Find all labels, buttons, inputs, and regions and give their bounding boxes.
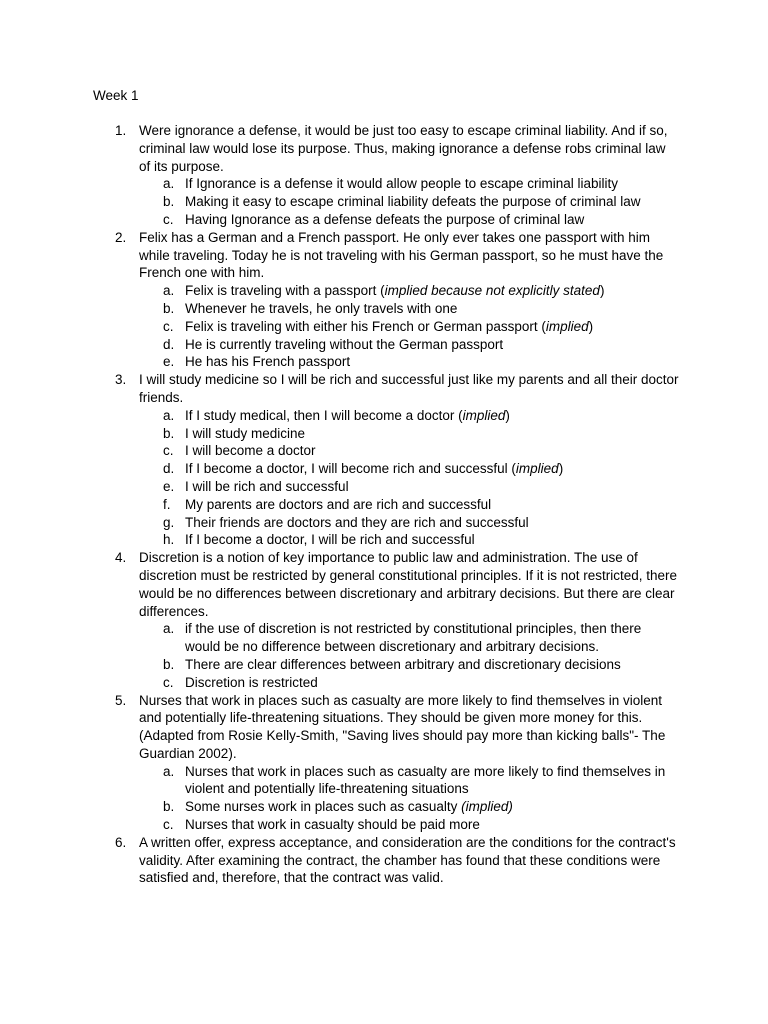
question-item [0,229,768,371]
premise-main-text: Felix is traveling with a passport ( [185,283,385,299]
premise-list [0,620,768,691]
premise-item [0,674,768,692]
premise-text [185,798,679,816]
premise-closing-text: ) [599,283,605,299]
premise-main-text: If I become a doctor, I will become rich and successful ( [185,461,516,477]
premise-text [185,674,679,692]
premise-letter: a. [163,763,175,779]
premise-main-text: I will become a doctor [185,443,316,459]
premise-item [0,620,768,656]
premise-note: implied [545,318,589,334]
premise-text [185,816,679,834]
premise-main-text: Whenever he travels, he only travels with one [185,300,458,316]
premise-text [185,478,679,496]
question-number: 5. [115,692,127,708]
premise-main-text: Felix is traveling with either his French or German passport ( [185,318,546,334]
premise-text [185,460,679,478]
premise-text [185,193,679,211]
question-item [0,834,768,887]
premise-item [0,211,768,229]
premise-item [0,763,768,799]
premise-main-text: Their friends are doctors and they are rich and successful [185,514,529,530]
premise-main-text: Nurses that work in places such as casualty are more likely to find themselves in violent and potentially life-threatening situations [185,763,666,797]
premise-main-text: I will be rich and successful [185,478,349,494]
premise-item [0,460,768,478]
premise-item [0,425,768,443]
premise-main-text: My parents are doctors and are rich and successful [185,496,492,512]
premise-item [0,318,768,336]
document-title: Week 1 [93,88,139,103]
premise-letter: c. [163,443,174,459]
premise-item [0,478,768,496]
premise-text [185,620,679,656]
premise-item [0,175,768,193]
premise-text [185,425,679,443]
question-text: Discretion is a notion of key importance to public law and administration. The use of discretion must be restricted by general constitutional principles. If it is not restricted, there would be no differences between discretionary and arbitrary decisions. But there are clear differences. [139,550,677,619]
premise-note: implied [462,407,506,423]
premise-text [185,514,679,532]
premise-letter: a. [163,407,175,423]
premise-text [185,353,679,371]
premise-text [185,763,679,799]
premise-item [0,300,768,318]
premise-item [0,336,768,354]
question-number: 4. [115,550,127,566]
question-item [0,692,768,834]
premise-item [0,407,768,425]
premise-letter: e. [163,354,175,370]
question-number: 1. [115,123,127,138]
premise-main-text: He is currently traveling without the German passport [185,336,504,352]
premise-text [185,336,679,354]
premise-note: (implied) [461,799,513,815]
premise-item [0,816,768,834]
premise-letter: b. [163,300,175,316]
question-text: Felix has a German and a French passport. He only ever takes one passport with him while traveling. Today he is not traveling with his German passport, so he must have the French one with him. [139,229,664,281]
premise-item [0,531,768,549]
premise-item [0,193,768,211]
premise-item [0,282,768,300]
premise-text [185,442,679,460]
premise-main-text: I will study medicine [185,425,306,441]
premise-text [185,407,679,425]
premise-text [185,656,679,674]
premise-main-text: Some nurses work in places such as casualty [185,799,462,815]
question-text: Were ignorance a defense, it would be just too easy to escape criminal liability. And if so, criminal law would lose its purpose. Thus, making ignorance a defense robs criminal law of its purpose. [139,123,668,174]
question-item [0,549,768,691]
premise-item [0,798,768,816]
premise-letter: b. [163,799,175,815]
premise-main-text: He has his French passport [185,354,351,370]
premise-list [0,407,768,549]
question-item [0,371,768,549]
premise-main-text: If Ignorance is a defense it would allow people to escape criminal liability [185,176,618,192]
premise-main-text: If I study medical, then I will become a doctor ( [185,407,463,423]
premise-note: implied because not explicitly stated [384,283,600,299]
premise-list [0,763,768,834]
question-text: A written offer, express acceptance, and consideration are the conditions for the contract's validity. After examining the contract, the chamber has found that these conditions were satisfied and, therefore, that the contract was valid. [139,834,676,886]
premise-text [185,211,679,229]
premise-text [185,531,679,549]
premise-closing-text: ) [588,318,594,334]
question-item [0,122,768,229]
premise-text [185,300,679,318]
question-number: 2. [115,229,127,245]
premise-list [0,282,768,371]
premise-letter: d. [163,336,175,352]
premise-text [185,496,679,514]
premise-main-text: Making it easy to escape criminal liability defeats the purpose of criminal law [185,194,641,210]
premise-letter: c. [163,211,174,227]
premise-letter: b. [163,425,175,441]
question-number: 6. [115,834,127,850]
premise-item [0,656,768,674]
premise-main-text: If I become a doctor, I will be rich and successful [185,532,475,548]
premise-letter: f. [163,496,171,512]
premise-letter: a. [163,283,175,299]
premise-main-text: There are clear differences between arbitrary and discretionary decisions [185,656,621,672]
premise-letter: g. [163,514,175,530]
premise-text [185,282,679,300]
premise-letter: c. [163,674,174,690]
premise-letter: c. [163,817,174,833]
premise-closing-text: ) [558,461,564,477]
premise-main-text: if the use of discretion is not restricted by constitutional principles, then there would be no difference between discretionary and arbitrary decisions. [185,621,642,655]
premise-letter: e. [163,478,175,494]
premise-letter: a. [163,176,175,192]
question-text: I will study medicine so I will be rich and successful just like my parents and all their doctor friends. [139,372,679,405]
premise-text [185,175,679,193]
premise-letter: b. [163,194,175,210]
premise-letter: d. [163,461,175,477]
premise-main-text: Discretion is restricted [185,674,318,690]
question-text: Nurses that work in places such as casualty are more likely to find themselves in violent and potentially life-threatening situations. They should be given more money for this. (Adapted from Rosie Kelly-Smith, "Saving lives should pay more than kicking balls"- The Guardian 2002). [139,692,666,761]
question-list [0,122,768,887]
premise-letter: b. [163,656,175,672]
premise-item [0,514,768,532]
premise-letter: h. [163,532,175,548]
premise-item [0,442,768,460]
question-number: 3. [115,372,127,388]
premise-item [0,496,768,514]
premise-letter: c. [163,318,174,334]
premise-text [185,318,679,336]
premise-main-text: Nurses that work in casualty should be paid more [185,817,480,833]
premise-note: implied [515,461,559,477]
premise-letter: a. [163,621,175,637]
premise-main-text: Having Ignorance as a defense defeats the purpose of criminal law [185,211,585,227]
premise-list [0,175,768,228]
premise-closing-text: ) [505,407,510,423]
premise-item [0,353,768,371]
